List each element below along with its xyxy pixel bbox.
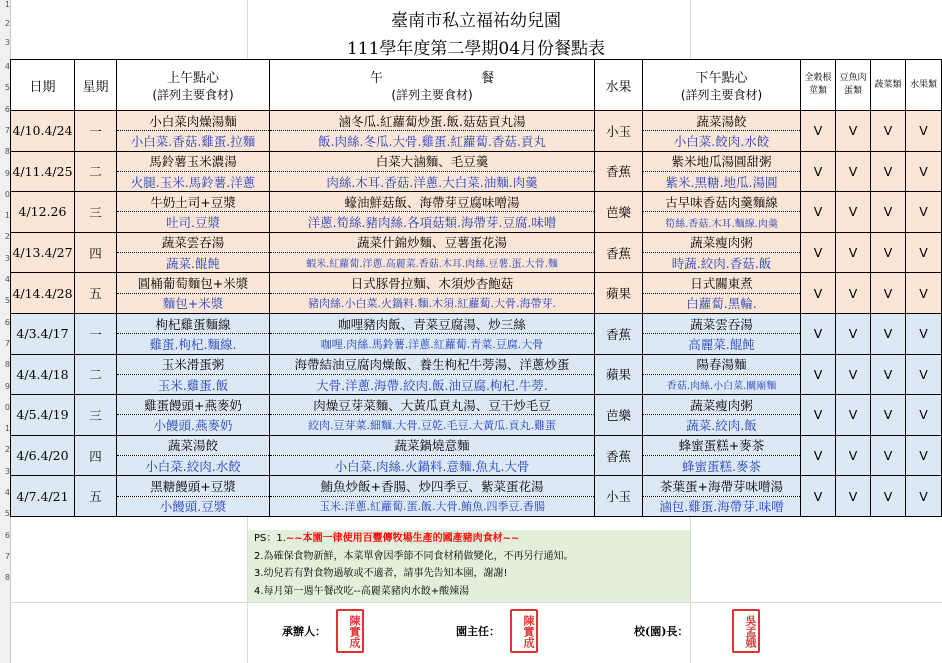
fruit-check: V — [906, 151, 942, 192]
fruit-check: V — [906, 395, 942, 436]
fruit-cell: 小玉 — [595, 111, 643, 152]
date-cell: 4/7.4/21 — [11, 476, 75, 517]
lunch-ingredients: 玉米.洋蔥.紅蘿蔔.蛋.飯.大骨.鮪魚.四季豆.香腸 — [270, 496, 595, 516]
fruit-cell: 芭樂 — [595, 395, 643, 436]
veg-check: V — [871, 232, 906, 273]
grain-check: V — [801, 273, 836, 314]
protein-check: V — [836, 111, 871, 152]
menu-table — [10, 59, 942, 517]
fruit-cell: 小玉 — [595, 476, 643, 517]
pm-snack-cell: 陽春湯麵 — [643, 354, 801, 374]
lunch-cell: 海帶結油豆腐肉燥飯、養生枸杞牛蒡湯、洋蔥炒蛋 — [270, 354, 595, 374]
pm-ingredients: 高麗菜.餛飩 — [643, 334, 801, 354]
notes-box — [248, 530, 690, 602]
pm-ingredients: 蜂蜜蛋糕.麥茶 — [643, 456, 801, 476]
fruit-cell: 香蕉 — [595, 313, 643, 354]
row-number: 9 — [4, 168, 10, 178]
pm-ingredients: 時蔬.絞肉.香菇.飯 — [643, 253, 801, 273]
pm-ingredients: 小白菜.餃肉.水餃 — [643, 131, 801, 151]
director-label: 園主任： — [456, 625, 500, 638]
pm-snack-cell: 蔬菜瘦肉粥 — [643, 395, 801, 415]
lunch-ingredients: 咖哩.肉絲.馬鈴薯.洋蔥.紅蘿蔔.青菜.豆腐.大骨 — [270, 334, 595, 354]
am-snack-cell: 枸杞雞蛋麵線 — [117, 313, 270, 333]
am-snack-cell: 蔬菜湯餃 — [117, 435, 270, 455]
veg-check: V — [871, 476, 906, 517]
header-protein: 豆魚肉蛋類 — [836, 60, 871, 111]
am-snack-cell: 馬鈴薯玉米濃湯 — [117, 151, 270, 171]
grain-check: V — [801, 192, 836, 233]
protein-check: V — [836, 273, 871, 314]
school-title: 臺南市私立福祐幼兒園 — [391, 11, 561, 31]
lunch-ingredients: 蝦米.紅蘿蔔.洋蔥.高麗菜.香菇.木耳.肉絲.豆薯.蛋.大骨.麵 — [270, 253, 595, 273]
row-number: 4 — [4, 488, 10, 497]
lunch-cell: 蔬菜鍋燒意麵 — [270, 435, 595, 455]
note-2: 2.為確保食物新鮮，本菜單會因季節不同食材稍做變化，不再另行通知。 — [254, 550, 574, 562]
row-number: 3 — [4, 38, 10, 47]
director-seal: 陳實成 — [510, 609, 538, 653]
note-1-prefix: PS：1. — [254, 533, 286, 544]
veg-check: V — [871, 111, 906, 152]
weekday-cell: 二 — [75, 354, 117, 395]
protein-check: V — [836, 313, 871, 354]
grain-check: V — [801, 395, 836, 436]
note-1-text: ~~本園一律使用百豐傳牧場生產的國產豬肉食材~~ — [285, 533, 520, 544]
menu-body — [11, 111, 942, 517]
row-number: 4 — [4, 62, 10, 71]
lunch-ingredients: 飯.肉絲.冬瓜.大骨.雞蛋.紅蘿蔔.香菇.貢丸 — [270, 131, 595, 151]
veg-check: V — [871, 192, 906, 233]
date-cell: 4/10.4/24 — [11, 111, 75, 152]
grain-check: V — [801, 313, 836, 354]
fruit-check: V — [906, 273, 942, 314]
am-ingredients: 小饅頭.燕麥奶 — [117, 415, 270, 435]
veg-check: V — [871, 273, 906, 314]
row-number: 5 — [4, 83, 10, 93]
fruit-cell: 香蕉 — [595, 232, 643, 273]
grain-check: V — [801, 232, 836, 273]
lunch-ingredients: 肉絲.木耳.香菇.洋蔥.大白菜.油麵.肉羹 — [270, 171, 595, 191]
pm-snack-cell: 茶葉蛋+海帶芽味噌湯 — [643, 476, 801, 496]
pm-snack-cell: 蔬菜雲吞湯 — [643, 313, 801, 333]
header-pm-snack-sub: (詳列主要食材) — [680, 88, 763, 102]
header-lunch-b: 餐 — [481, 71, 495, 86]
protein-check: V — [836, 151, 871, 192]
fruit-check: V — [906, 111, 942, 152]
row-number: 5 — [4, 509, 10, 519]
menu-row — [11, 313, 942, 333]
menu-row — [11, 395, 942, 415]
row-number: 8 — [4, 573, 10, 583]
am-snack-cell: 雞蛋饅頭+燕麥奶 — [117, 395, 270, 415]
pm-ingredients: 筍絲.香菇.木耳.麵線.肉羹 — [643, 212, 801, 232]
principal-seal: 吳孟娥 — [732, 609, 760, 653]
date-cell: 4/13.4/27 — [11, 232, 75, 273]
signature-row — [10, 603, 941, 661]
weekday-cell: 四 — [75, 435, 117, 476]
am-snack-cell: 玉米滑蛋粥 — [117, 354, 270, 374]
lunch-cell: 蠔油鮮菇飯、海帶芽豆腐味噌湯 — [270, 192, 595, 212]
row-number: 6 — [4, 104, 10, 114]
row-number: 3 — [4, 253, 10, 263]
date-cell: 4/3.4/17 — [11, 313, 75, 354]
grain-check: V — [801, 476, 836, 517]
row-number: 7 — [4, 551, 10, 561]
header-lunch-a: 午 — [369, 71, 383, 86]
protein-check: V — [836, 354, 871, 395]
protein-check: V — [836, 395, 871, 436]
fruit-cell: 蘋果 — [595, 273, 643, 314]
pm-snack-cell: 蔬菜瘦肉粥 — [643, 232, 801, 252]
fruit-cell: 芭樂 — [595, 192, 643, 233]
lunch-cell: 鮪魚炒飯+香腸、炒四季豆、紫菜蛋花湯 — [270, 476, 595, 496]
note-3: 3.幼兒若有對食物過敏或不適者，請事先告知本園，謝謝! — [254, 568, 508, 579]
pm-snack-cell: 紫米地瓜湯圓甜粥 — [643, 151, 801, 171]
row-number: 8 — [4, 360, 10, 370]
row-number: 1 — [4, 211, 10, 221]
row-number: 2 — [4, 19, 10, 28]
fruit-cell: 蘋果 — [595, 354, 643, 395]
row-number: 1 — [4, 424, 10, 434]
am-ingredients: 小白菜.香菇.雞蛋.拉麵 — [117, 131, 270, 151]
fruit-check: V — [906, 192, 942, 233]
preparer-seal: 陳實成 — [336, 609, 364, 653]
lunch-cell: 日式豚骨拉麵、木須炒杏鮑菇 — [270, 273, 595, 293]
protein-check: V — [836, 192, 871, 233]
menu-row — [11, 354, 942, 374]
pm-snack-cell: 古早味香菇肉羹麵線 — [643, 192, 801, 212]
row-number: 3 — [4, 466, 10, 476]
pm-ingredients: 香菇.肉絲.小白菜.關廟麵 — [643, 374, 801, 394]
header-veg: 蔬菜類 — [871, 60, 906, 111]
am-snack-cell: 小白菜肉燥湯麵 — [117, 111, 270, 131]
pm-snack-cell: 蔬菜湯餃 — [643, 111, 801, 131]
veg-check: V — [871, 313, 906, 354]
header-weekday: 星期 — [75, 60, 117, 111]
lunch-cell: 肉燥豆芽菜麵、大黃瓜貢丸湯、豆干炒毛豆 — [270, 395, 595, 415]
menu-row — [11, 151, 942, 171]
row-number: 0 — [4, 402, 10, 412]
date-cell: 4/11.4/25 — [11, 151, 75, 192]
lunch-ingredients: 洋蔥.筍絲.豬肉絲.各項菇類.海帶芽.豆腐.味噌 — [270, 212, 595, 232]
pm-ingredients: 白蘿蔔.黑輪. — [643, 293, 801, 313]
header-am-snack-sub: (詳列主要食材) — [152, 88, 234, 102]
menu-row — [11, 232, 942, 252]
grain-check: V — [801, 111, 836, 152]
lunch-cell: 蔬菜什錦炒麵、豆薯蛋花湯 — [270, 232, 595, 252]
menu-row — [11, 273, 942, 293]
header-fruit: 水果 — [595, 60, 643, 111]
date-cell: 4/4.4/18 — [11, 354, 75, 395]
header-lunch-sub: (詳列主要食材) — [391, 88, 473, 102]
veg-check: V — [871, 151, 906, 192]
header-row — [11, 60, 942, 111]
date-cell: 4/6.4/20 — [11, 435, 75, 476]
grain-check: V — [801, 435, 836, 476]
lunch-ingredients: 大骨.洋蔥.海帶.絞肉.飯.油豆腐.枸杞.牛蒡. — [270, 374, 595, 394]
fruit-check: V — [906, 313, 942, 354]
lunch-ingredients: 絞肉.豆芽菜.細麵.大骨.豆乾.毛豆.大黃瓜.貢丸.雞蛋 — [270, 415, 595, 435]
protein-check: V — [836, 476, 871, 517]
am-ingredients: 火腿.玉米.馬鈴薯.洋蔥 — [117, 171, 270, 191]
row-number: 2 — [4, 232, 10, 242]
weekday-cell: 四 — [75, 232, 117, 273]
lunch-ingredients: 小白菜.肉絲.火鍋料.意麵.魚丸.大骨 — [270, 456, 595, 476]
header-date: 日期 — [11, 60, 75, 111]
row-number: 8 — [4, 147, 10, 157]
am-ingredients: 吐司.豆漿 — [117, 212, 270, 232]
header-am-snack-label: 上午點心 — [166, 71, 219, 86]
pm-ingredients: 滷包.雞蛋.海帶芽.味噌 — [643, 496, 801, 516]
lunch-cell: 滷冬瓜.紅蘿蔔炒蛋.飯.菇菇貢丸湯 — [270, 111, 595, 131]
header-grain: 全穀根莖類 — [801, 60, 836, 111]
grain-check: V — [801, 354, 836, 395]
row-number: 9 — [4, 381, 10, 391]
am-ingredients: 蔬菜.餛飩 — [117, 253, 270, 273]
weekday-cell: 五 — [75, 476, 117, 517]
date-cell: 4/5.4/19 — [11, 395, 75, 436]
menu-row — [11, 435, 942, 455]
header-am-snack — [117, 60, 270, 111]
pm-ingredients: 蔬菜.絞肉.飯 — [643, 415, 801, 435]
date-cell: 4/14.4/28 — [11, 273, 75, 314]
am-ingredients: 玉米.雞蛋.飯 — [117, 374, 270, 394]
lunch-cell: 咖哩豬肉飯、青菜豆腐湯、炒三絲 — [270, 313, 595, 333]
grain-check: V — [801, 151, 836, 192]
menu-title: 111學年度第二學期04月份餐點表 — [346, 39, 606, 59]
am-snack-cell: 蔬菜雲吞湯 — [117, 232, 270, 252]
row-number: 6 — [4, 530, 10, 540]
menu-row — [11, 192, 942, 212]
menu-row — [11, 476, 942, 496]
pm-snack-cell: 日式關東煮 — [643, 273, 801, 293]
fruit-check: V — [906, 354, 942, 395]
row-number: 1 — [4, 0, 10, 9]
weekday-cell: 三 — [75, 192, 117, 233]
fruit-cell: 香蕉 — [595, 435, 643, 476]
row-number: 5 — [4, 296, 10, 306]
row-number: 0 — [4, 189, 10, 199]
note-4: 4.每月第一週午餐改吃--高麗菜豬肉水餃+酸辣湯 — [254, 585, 470, 597]
row-number: 4 — [4, 275, 10, 284]
weekday-cell: 一 — [75, 111, 117, 152]
fruit-check: V — [906, 476, 942, 517]
weekday-cell: 五 — [75, 273, 117, 314]
menu-row — [11, 111, 942, 131]
preparer-label: 承辦人： — [282, 625, 326, 638]
principal-label: 校(園)長： — [634, 625, 689, 638]
am-snack-cell: 黑糖饅頭+豆漿 — [117, 476, 270, 496]
veg-check: V — [871, 354, 906, 395]
header-fruit-group: 水果類 — [906, 60, 942, 111]
fruit-check: V — [906, 435, 942, 476]
am-snack-cell: 牛奶土司+豆漿 — [117, 192, 270, 212]
row-number: 7 — [4, 338, 10, 348]
weekday-cell: 二 — [75, 151, 117, 192]
lunch-cell: 白菜大滷麵、毛豆羹 — [270, 151, 595, 171]
fruit-check: V — [906, 232, 942, 273]
pm-snack-cell: 蜂蜜蛋糕+麥茶 — [643, 435, 801, 455]
lunch-ingredients: 豬肉絲.小白菜.火鍋料.麵.木須.紅蘿蔔.大骨.海帶芽. — [270, 293, 595, 313]
am-ingredients: 小白菜.絞肉.水餃 — [117, 456, 270, 476]
am-snack-cell: 圓桶葡萄麵包+米漿 — [117, 273, 270, 293]
row-number: 7 — [4, 125, 10, 135]
header-pm-snack-label: 下午點心 — [695, 71, 748, 86]
row-number: 6 — [4, 317, 10, 327]
am-ingredients: 雞蛋.枸杞.麵線. — [117, 334, 270, 354]
weekday-cell: 三 — [75, 395, 117, 436]
note-1 — [254, 530, 690, 548]
row-number: 2 — [4, 445, 10, 455]
am-ingredients: 小饅頭.豆漿 — [117, 496, 270, 516]
protein-check: V — [836, 435, 871, 476]
protein-check: V — [836, 232, 871, 273]
veg-check: V — [871, 395, 906, 436]
header-pm-snack — [643, 60, 801, 111]
date-cell: 4/12.26 — [11, 192, 75, 233]
header-lunch — [270, 60, 595, 111]
fruit-cell: 香蕉 — [595, 151, 643, 192]
am-ingredients: 麵包+米漿 — [117, 293, 270, 313]
pm-ingredients: 紫米.黑糖.地瓜.湯圓 — [643, 171, 801, 191]
veg-check: V — [871, 435, 906, 476]
weekday-cell: 一 — [75, 313, 117, 354]
